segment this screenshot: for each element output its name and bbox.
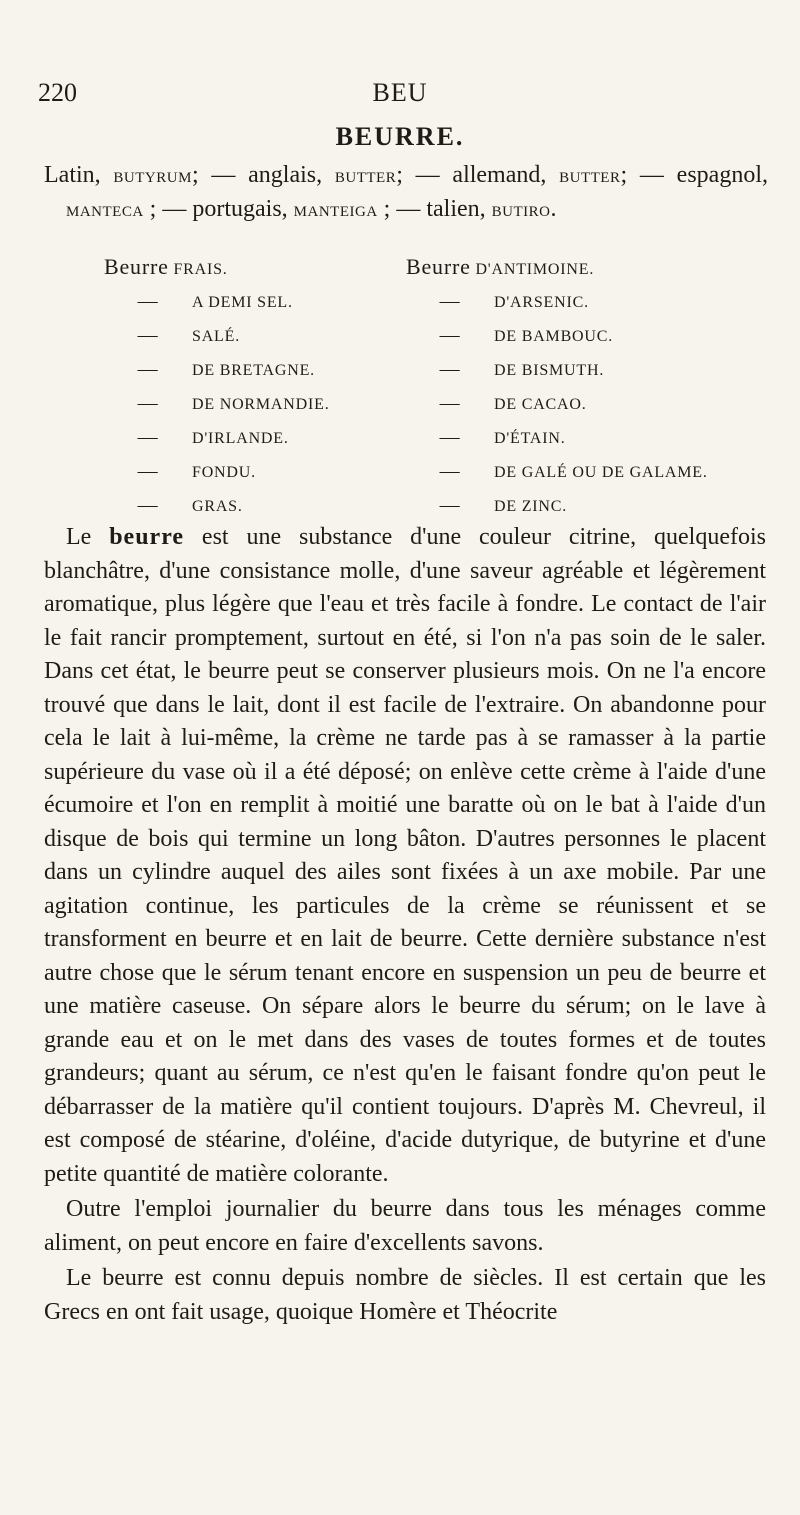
variety-label: DE ZINC. [494,498,568,515]
variety-label: DE BAMBOUC. [494,328,614,345]
ditto-dash: — [137,494,159,516]
paragraph-text: est une substance d'une couleur citrine, quelquefois blanchâtre, d'une consistance molle, d'une saveur agréable et légèrement aromatique, plus légère que l'eau et très facile à fondre. Le contact de l'air le fait rancir promptement, surtout en été, si l'on n'a pas soin de le saler. Dans cet état, le beurre peut se conserver plusieurs mois. On ne l'a encore trouvé que dans le lait, dont il est facile de l'extraire. On abandonne pour cela le lait à lui-même, la crème ne tarde pas à se ramasser à la partie supérieure du vase où il a été déposé; on enlève cette crème à l'aide d'une écumoire et l'on en remplit à moitié une baratte où on le bat à l'aide d'un disque de bois qui termine un long bâton. D'autres personnes le placent dans un cylindre auquel des ailes sont fixées à un axe mobile. Par une agitation continue, les particules de la crème se réunissent et se transforment en beurre et en lait de beurre. Cette dernière substance n'est autre chose que le sérum tenant encore en suspension un peu de beurre et une matière caseuse. On sépare alors le beurre du sérum; on le lave à grande eau et on le met dans des vases de toutes formes et de toutes grandeurs; quant au sérum, ce n'est qu'en le faisant fondre qu'on peut le débarrasser de la matière qu'il contient toujours. D'après M. Chevreul, il est composé de stéarine, d'oléine, d'acide dutyrique, de butyrine et d'une petite quantité de matière colorante. [44,524,766,1187]
paragraph-lead: Le [66,524,110,550]
ditto-dash: — [439,290,461,312]
paragraph [44,1193,766,1260]
variety-label: DE NORMANDIE. [192,396,330,413]
ditto-dash: — [439,324,461,346]
latin-term: BUTYRUM [113,170,192,186]
variety-label: A DEMI SEL. [192,294,293,311]
variety-item [104,488,330,522]
latin-term: BUTTER [334,170,397,186]
variety-label: DE CACAO. [494,396,587,413]
page-number: 220 [38,78,77,107]
variety-item [104,386,330,420]
variety-head-word: Beurre [406,254,471,279]
ditto-dash: — [137,324,159,346]
variety-item [104,352,330,386]
synonyms-paragraph [44,160,768,228]
variety-label: D'ARSENIC. [494,294,589,311]
variety-item [104,284,330,318]
varieties-left-column [104,250,330,522]
synonyms-text [44,160,768,228]
varieties-right-column [406,250,708,522]
entry-title: BEURRE. [335,122,465,151]
synonym-text: ; — talien, [377,196,492,222]
synonym-text: Latin, [44,162,114,188]
variety-item [406,318,708,352]
variety-item [104,454,330,488]
page-header [38,78,762,114]
variety-label: DE BISMUTH. [494,362,605,379]
ditto-dash: — [137,426,159,448]
variety-item [104,318,330,352]
paragraph-text: Outre l'emploi journalier du beurre dans tous les ménages comme aliment, on peut encore en faire d'excellents savons. [44,1196,766,1256]
ditto-dash: — [137,290,159,312]
variety-head [104,250,330,284]
ditto-dash: — [137,392,159,414]
variety-label: DE BRETAGNE. [192,362,315,379]
variety-label: GRAS. [192,498,243,515]
synonym-text: ; — portugais, [143,196,294,222]
variety-item [104,420,330,454]
synonym-text: . [550,196,557,222]
variety-label: D'IRLANDE. [192,430,289,447]
synonym-text: ; — espagnol, [620,162,768,188]
synonym-text: ; — allemand, [396,162,560,188]
variety-head-rest: D'ANTIMOINE. [470,261,595,278]
variety-item [406,386,708,420]
headword-bold: beurre [109,524,185,550]
variety-item [406,284,708,318]
ditto-dash: — [439,460,461,482]
paragraph [44,1262,766,1329]
variety-label: DE GALÉ OU DE GALAME. [494,464,708,481]
latin-term: MANTECA [66,204,144,220]
paragraph [44,521,766,1191]
paragraph-text: Le beurre est connu depuis nombre de siècles. Il est certain que les Grecs en ont fait usage, quoique Homère et Théocrite [44,1265,766,1325]
variety-label: D'ÉTAIN. [494,430,566,447]
variety-item [406,454,708,488]
variety-item [406,352,708,386]
ditto-dash: — [137,460,159,482]
latin-term: MANTEIGA [293,204,378,220]
ditto-dash: — [439,426,461,448]
latin-term: BUTTER [559,170,621,186]
variety-item [406,488,708,522]
ditto-dash: — [439,358,461,380]
ditto-dash: — [439,494,461,516]
variety-item [406,420,708,454]
running-head: BEU [372,78,428,107]
variety-head-word: Beurre [104,254,169,279]
body-text [44,521,766,1331]
latin-term: BUTIRO [491,204,551,220]
variety-head-rest: FRAIS. [168,261,228,278]
variety-head [406,250,708,284]
synonym-text: ; — anglais, [191,162,335,188]
variety-label: FONDU. [192,464,256,481]
ditto-dash: — [137,358,159,380]
ditto-dash: — [439,392,461,414]
variety-label: SALÉ. [192,328,240,345]
